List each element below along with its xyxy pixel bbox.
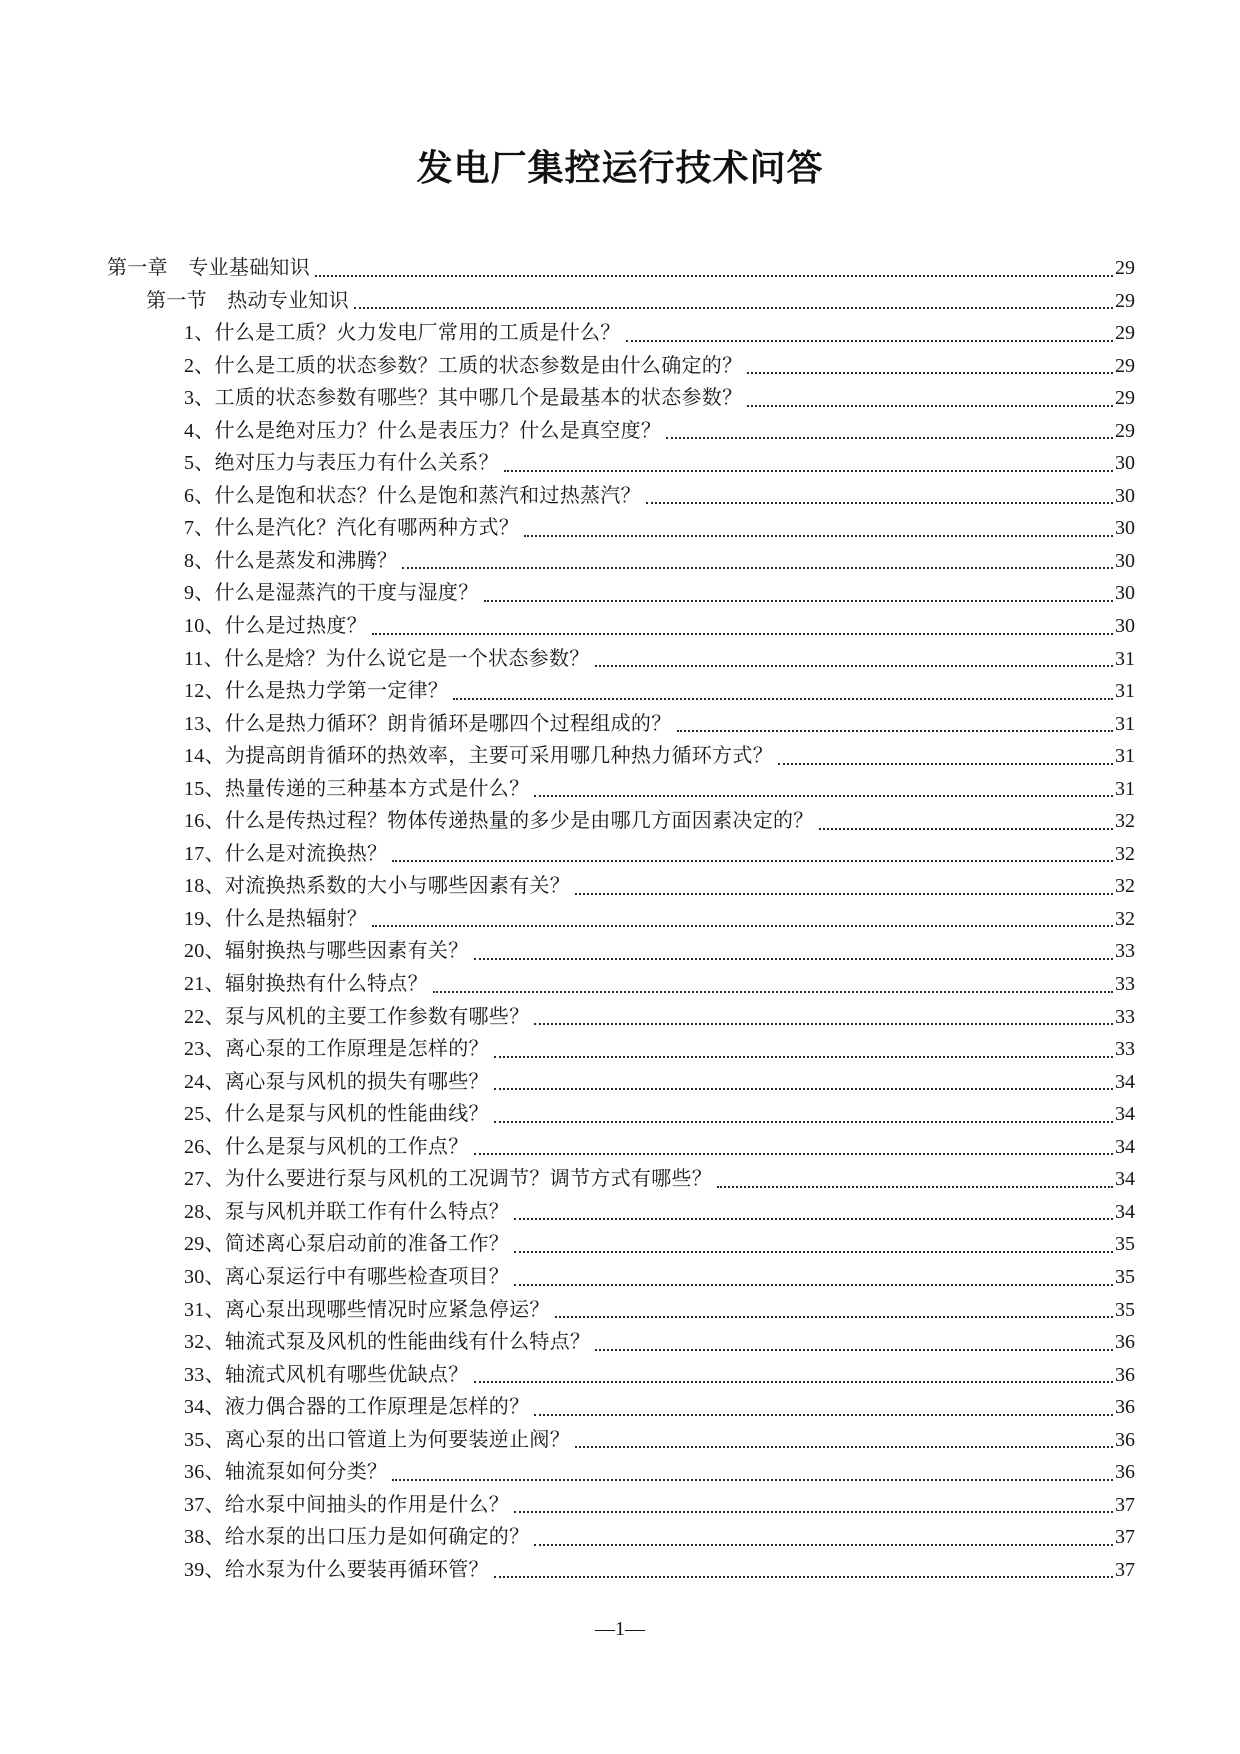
toc-entry-label: 11、什么是焓？为什么说它是一个状态参数？ — [184, 647, 590, 670]
toc-entry[interactable] — [107, 838, 1135, 871]
toc-entry-page: 30 — [1115, 615, 1135, 638]
toc-dot-leader — [372, 925, 1113, 927]
toc-entry[interactable] — [107, 903, 1135, 936]
toc-entry[interactable] — [107, 740, 1135, 773]
toc-entry-label: 第一章 专业基础知识 — [107, 257, 310, 279]
toc-entry[interactable] — [107, 1359, 1135, 1392]
toc-entry-label: 30、离心泵运行中有哪些检查项目？ — [184, 1265, 510, 1288]
toc-entry[interactable] — [107, 610, 1135, 643]
toc-entry[interactable] — [107, 805, 1135, 838]
toc-dot-leader — [514, 1284, 1113, 1286]
toc-dot-leader — [717, 1186, 1113, 1188]
toc-entry-page: 29 — [1115, 257, 1135, 279]
toc-entry[interactable] — [107, 545, 1135, 578]
toc-entry[interactable] — [107, 252, 1135, 285]
toc-entry[interactable] — [107, 1098, 1135, 1131]
toc-entry[interactable] — [107, 1163, 1135, 1196]
toc-entry-page: 30 — [1115, 484, 1135, 507]
toc-entry-page: 30 — [1115, 517, 1135, 540]
toc-entry-page: 37 — [1115, 1493, 1135, 1516]
toc-entry-label: 39、给水泵为什么要装再循环管？ — [184, 1558, 489, 1581]
toc-entry-page: 33 — [1115, 1038, 1135, 1061]
toc-entry[interactable] — [107, 512, 1135, 545]
toc-entry-label: 16、什么是传热过程？物体传递热量的多少是由哪几方面因素决定的？ — [184, 810, 814, 833]
toc-dot-leader — [778, 763, 1113, 765]
toc-entry-page: 32 — [1115, 875, 1135, 898]
toc-entry-label: 28、泵与风机并联工作有什么特点？ — [184, 1200, 510, 1223]
toc-entry-label: 3、工质的状态参数有哪些？其中哪几个是最基本的状态参数？ — [184, 387, 743, 410]
toc-entry-page: 29 — [1115, 387, 1135, 410]
toc-dot-leader — [575, 1446, 1113, 1448]
toc-entry-page: 29 — [1115, 322, 1135, 345]
toc-entry[interactable] — [107, 968, 1135, 1001]
toc-entry-label: 5、绝对压力与表压力有什么关系？ — [184, 452, 499, 475]
toc-entry-page: 37 — [1115, 1526, 1135, 1549]
toc-entry-page: 35 — [1115, 1233, 1135, 1256]
toc-entry[interactable] — [107, 643, 1135, 676]
page-footer — [0, 1618, 1240, 1641]
toc-dot-leader — [595, 1349, 1113, 1351]
document-title: 发电厂集控运行技术问答 — [416, 148, 824, 188]
toc-entry-label: 22、泵与风机的主要工作参数有哪些？ — [184, 1005, 530, 1028]
toc-entry[interactable] — [107, 935, 1135, 968]
toc-dot-leader — [494, 1576, 1113, 1578]
toc-entry-page: 30 — [1115, 549, 1135, 572]
toc-entry[interactable] — [107, 1456, 1135, 1489]
toc-entry-page: 34 — [1115, 1135, 1135, 1158]
toc-entry-page: 30 — [1115, 582, 1135, 605]
toc-entry-label: 13、什么是热力循环？朗肯循环是哪四个过程组成的？ — [184, 712, 672, 735]
toc-entry-page: 34 — [1115, 1070, 1135, 1093]
toc-dot-leader — [402, 567, 1113, 569]
toc-dot-leader — [534, 795, 1113, 797]
toc-entry[interactable] — [107, 1228, 1135, 1261]
page-number: —1— — [595, 1618, 645, 1640]
toc-dot-leader — [372, 633, 1113, 635]
toc-entry[interactable] — [107, 708, 1135, 741]
toc-entry-label: 31、离心泵出现哪些情况时应紧急停运？ — [184, 1298, 550, 1321]
toc-entry-page: 36 — [1115, 1396, 1135, 1419]
toc-dot-leader — [315, 275, 1113, 277]
toc-entry[interactable] — [107, 577, 1135, 610]
toc-entry[interactable] — [107, 870, 1135, 903]
toc-entry[interactable] — [107, 447, 1135, 480]
toc-entry-page: 35 — [1115, 1265, 1135, 1288]
toc-dot-leader — [626, 340, 1113, 342]
toc-dot-leader — [524, 535, 1113, 537]
toc-entry-page: 31 — [1115, 647, 1135, 670]
toc-dot-leader — [575, 893, 1113, 895]
toc-entry[interactable] — [107, 1326, 1135, 1359]
toc-entry-label: 15、热量传递的三种基本方式是什么？ — [184, 777, 530, 800]
toc-entry-label: 第一节 热动专业知识 — [146, 289, 349, 312]
toc-dot-leader — [474, 1381, 1114, 1383]
toc-dot-leader — [494, 1056, 1113, 1058]
toc-entry-page: 37 — [1115, 1558, 1135, 1581]
toc-entry-label: 33、轴流式风机有哪些优缺点？ — [184, 1363, 469, 1386]
toc-dot-leader — [819, 828, 1113, 830]
toc-entry[interactable] — [107, 285, 1135, 318]
toc-dot-leader — [514, 1511, 1113, 1513]
toc-entry[interactable] — [107, 480, 1135, 513]
toc-entry-label: 10、什么是过热度？ — [184, 615, 367, 638]
toc-entry-page: 36 — [1115, 1331, 1135, 1354]
toc-entry-label: 20、辐射换热与哪些因素有关？ — [184, 940, 469, 963]
toc-entry[interactable] — [107, 317, 1135, 350]
toc-dot-leader — [514, 1251, 1113, 1253]
toc-entry-label: 2、什么是工质的状态参数？工质的状态参数是由什么确定的？ — [184, 354, 743, 377]
toc-entry-label: 29、简述离心泵启动前的准备工作？ — [184, 1233, 510, 1256]
toc-entry[interactable] — [107, 773, 1135, 806]
toc-entry-page: 31 — [1115, 777, 1135, 800]
toc-dot-leader — [514, 1218, 1113, 1220]
toc-entry[interactable] — [107, 1131, 1135, 1164]
toc-dot-leader — [392, 860, 1113, 862]
toc-entry-page: 31 — [1115, 745, 1135, 768]
toc-entry-page: 30 — [1115, 452, 1135, 475]
toc-dot-leader — [595, 665, 1113, 667]
toc-entry-page: 29 — [1115, 354, 1135, 377]
toc-entry-label: 19、什么是热辐射？ — [184, 907, 367, 930]
toc-entry-page: 32 — [1115, 907, 1135, 930]
toc-entry-page: 33 — [1115, 940, 1135, 963]
toc-dot-leader — [474, 1153, 1114, 1155]
toc-entry-page: 32 — [1115, 810, 1135, 833]
toc-entry-page: 36 — [1115, 1428, 1135, 1451]
toc-entry-label: 32、轴流式泵及风机的性能曲线有什么特点？ — [184, 1331, 591, 1354]
toc-entry-page: 34 — [1115, 1103, 1135, 1126]
toc-entry[interactable] — [107, 1391, 1135, 1424]
toc-dot-leader — [392, 1479, 1113, 1481]
toc-entry[interactable] — [107, 1554, 1135, 1587]
toc-dot-leader — [646, 502, 1113, 504]
toc-entry[interactable] — [107, 1424, 1135, 1457]
toc-entry-label: 4、什么是绝对压力？什么是表压力？什么是真空度？ — [184, 419, 662, 442]
toc-entry[interactable] — [107, 675, 1135, 708]
toc-entry[interactable] — [107, 1066, 1135, 1099]
toc-entry-label: 18、对流换热系数的大小与哪些因素有关？ — [184, 875, 570, 898]
toc-entry-page: 29 — [1115, 289, 1135, 312]
toc-entry-label: 7、什么是汽化？汽化有哪两种方式？ — [184, 517, 520, 540]
toc-entry-label: 17、什么是对流换热？ — [184, 842, 388, 865]
toc-entry-page: 33 — [1115, 1005, 1135, 1028]
toc-entry-label: 12、什么是热力学第一定律？ — [184, 680, 449, 703]
toc-entry[interactable] — [107, 350, 1135, 383]
toc-dot-leader — [747, 405, 1113, 407]
toc-entry-page: 36 — [1115, 1363, 1135, 1386]
toc-entry-label: 24、离心泵与风机的损失有哪些？ — [184, 1070, 489, 1093]
toc-entry[interactable] — [107, 1294, 1135, 1327]
toc-entry-label: 1、什么是工质？火力发电厂常用的工质是什么？ — [184, 322, 621, 345]
toc-dot-leader — [484, 600, 1114, 602]
toc-entry-label: 9、什么是湿蒸汽的干度与湿度？ — [184, 582, 479, 605]
toc-entry-page: 31 — [1115, 712, 1135, 735]
toc-entry-label: 38、给水泵的出口压力是如何确定的？ — [184, 1526, 530, 1549]
toc-entry-label: 23、离心泵的工作原理是怎样的？ — [184, 1038, 489, 1061]
toc-entry-label: 36、轴流泵如何分类？ — [184, 1461, 388, 1484]
toc-entry[interactable] — [107, 1001, 1135, 1034]
toc-dot-leader — [677, 730, 1114, 732]
toc-entry-label: 14、为提高朗肯循环的热效率，主要可采用哪几种热力循环方式？ — [184, 745, 773, 768]
toc-entry-label: 35、离心泵的出口管道上为何要装逆止阀？ — [184, 1428, 570, 1451]
toc-dot-leader — [534, 1414, 1113, 1416]
toc-dot-leader — [666, 437, 1113, 439]
toc-entry[interactable] — [107, 1489, 1135, 1522]
toc-entry-page: 36 — [1115, 1461, 1135, 1484]
toc-dot-leader — [494, 1121, 1113, 1123]
toc-entry-page: 33 — [1115, 973, 1135, 996]
toc-entry[interactable] — [107, 1521, 1135, 1554]
toc-dot-leader — [433, 991, 1113, 993]
toc-entry[interactable] — [107, 1196, 1135, 1229]
toc-entry-label: 21、辐射换热有什么特点？ — [184, 973, 428, 996]
toc-dot-leader — [494, 1088, 1113, 1090]
toc-entry-label: 25、什么是泵与风机的性能曲线？ — [184, 1103, 489, 1126]
toc-entry[interactable] — [107, 415, 1135, 448]
toc-entry[interactable] — [107, 1261, 1135, 1294]
toc-entry-page: 32 — [1115, 842, 1135, 865]
toc-entry-page: 31 — [1115, 680, 1135, 703]
toc-dot-leader — [534, 1023, 1113, 1025]
toc-entry[interactable] — [107, 382, 1135, 415]
toc-entry-label: 37、给水泵中间抽头的作用是什么？ — [184, 1493, 510, 1516]
toc-dot-leader — [747, 372, 1113, 374]
toc-dot-leader — [354, 307, 1113, 309]
toc-entry-page: 34 — [1115, 1200, 1135, 1223]
toc-dot-leader — [534, 1544, 1113, 1546]
toc-dot-leader — [453, 698, 1113, 700]
toc-dot-leader — [504, 470, 1113, 472]
toc-entry-label: 6、什么是饱和状态？什么是饱和蒸汽和过热蒸汽？ — [184, 484, 641, 507]
table-of-contents — [107, 252, 1135, 1586]
toc-entry-label: 26、什么是泵与风机的工作点？ — [184, 1135, 469, 1158]
toc-entry-label: 34、液力偶合器的工作原理是怎样的？ — [184, 1396, 530, 1419]
toc-entry-page: 29 — [1115, 419, 1135, 442]
toc-entry-page: 34 — [1115, 1168, 1135, 1191]
toc-entry-label: 27、为什么要进行泵与风机的工况调节？调节方式有哪些？ — [184, 1168, 713, 1191]
toc-entry[interactable] — [107, 1033, 1135, 1066]
toc-entry-label: 8、什么是蒸发和沸腾？ — [184, 549, 398, 572]
toc-dot-leader — [555, 1316, 1113, 1318]
toc-dot-leader — [474, 958, 1114, 960]
toc-entry-page: 35 — [1115, 1298, 1135, 1321]
